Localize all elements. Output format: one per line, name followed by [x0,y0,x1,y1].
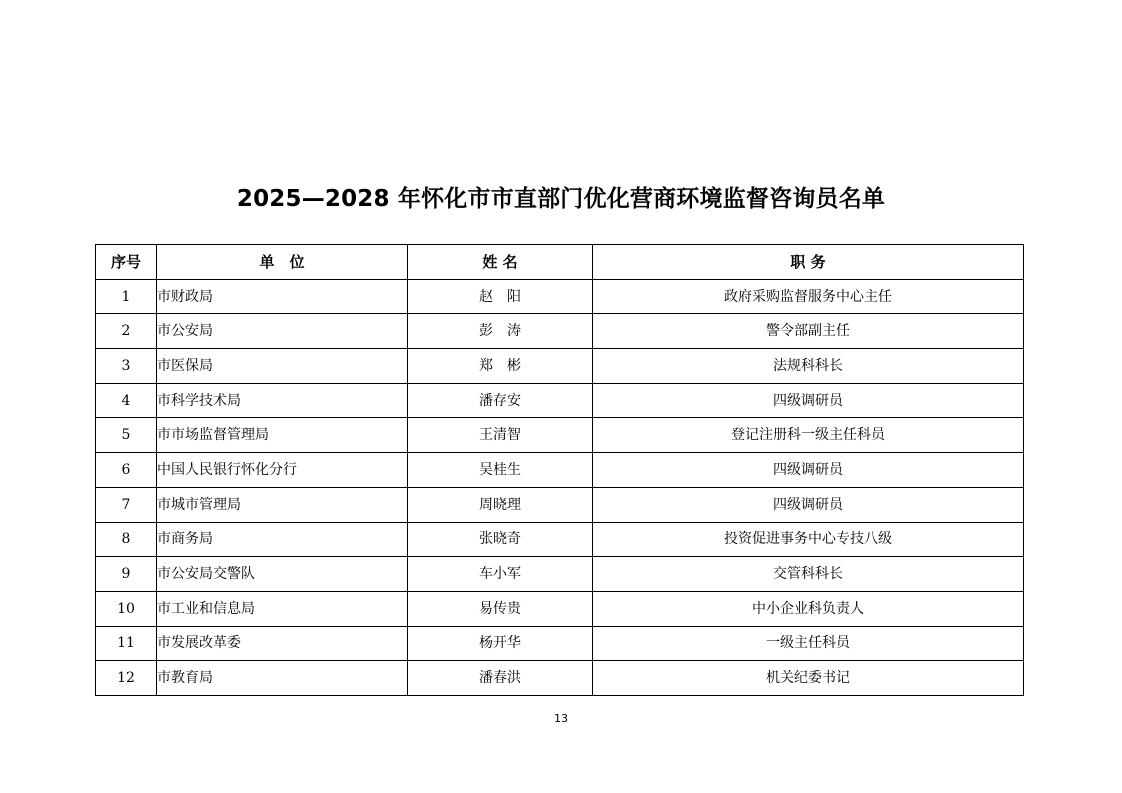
cell-position: 一级主任科员 [593,626,1024,661]
table-row [96,661,1024,696]
cell-unit: 市科学技术局 [157,383,408,418]
cell-position: 四级调研员 [593,487,1024,522]
cell-position: 交管科科长 [593,557,1024,592]
cell-name: 赵 阳 [408,279,593,314]
cell-name: 车小军 [408,557,593,592]
cell-name: 吴桂生 [408,453,593,488]
cell-name: 郑 彬 [408,349,593,384]
cell-position: 中小企业科负责人 [593,591,1024,626]
cell-unit: 市财政局 [157,279,408,314]
cell-position: 四级调研员 [593,383,1024,418]
cell-unit: 市公安局交警队 [157,557,408,592]
cell-position: 警令部副主任 [593,314,1024,349]
page-number: 13 [554,712,568,725]
cell-position: 登记注册科一级主任科员 [593,418,1024,453]
table-row [96,626,1024,661]
cell-seq: 9 [96,557,157,592]
cell-seq: 6 [96,453,157,488]
cell-unit: 市发展改革委 [157,626,408,661]
table-row [96,349,1024,384]
cell-unit: 市教育局 [157,661,408,696]
cell-seq: 4 [96,383,157,418]
cell-name: 潘存安 [408,383,593,418]
cell-unit: 市城市管理局 [157,487,408,522]
cell-unit: 市商务局 [157,522,408,557]
cell-unit: 中国人民银行怀化分行 [157,453,408,488]
cell-unit: 市医保局 [157,349,408,384]
cell-name: 易传贵 [408,591,593,626]
cell-seq: 8 [96,522,157,557]
cell-position: 法规科科长 [593,349,1024,384]
consultant-table [95,244,1024,696]
cell-name: 周晓理 [408,487,593,522]
cell-seq: 2 [96,314,157,349]
cell-seq: 10 [96,591,157,626]
table-row [96,314,1024,349]
header-name: 姓 名 [408,245,593,280]
cell-position: 四级调研员 [593,453,1024,488]
cell-seq: 5 [96,418,157,453]
header-position: 职 务 [593,245,1024,280]
cell-name: 王清智 [408,418,593,453]
cell-unit: 市市场监督管理局 [157,418,408,453]
header-unit: 单 位 [157,245,408,280]
cell-seq: 3 [96,349,157,384]
cell-name: 张晓奇 [408,522,593,557]
cell-seq: 11 [96,626,157,661]
cell-seq: 7 [96,487,157,522]
table-row [96,279,1024,314]
document-title: 2025—2028 年怀化市市直部门优化营商环境监督咨询员名单 [236,186,886,212]
cell-seq: 1 [96,279,157,314]
table-row [96,557,1024,592]
cell-unit: 市工业和信息局 [157,591,408,626]
cell-seq: 12 [96,661,157,696]
table-row [96,522,1024,557]
header-seq: 序号 [96,245,157,280]
cell-name: 潘春洪 [408,661,593,696]
cell-name: 彭 涛 [408,314,593,349]
table-row [96,487,1024,522]
cell-name: 杨开华 [408,626,593,661]
cell-position: 机关纪委书记 [593,661,1024,696]
cell-position: 投资促进事务中心专技八级 [593,522,1024,557]
table-row [96,591,1024,626]
table-header-row [96,245,1024,280]
table-row [96,418,1024,453]
cell-unit: 市公安局 [157,314,408,349]
table-row [96,383,1024,418]
table-row [96,453,1024,488]
cell-position: 政府采购监督服务中心主任 [593,279,1024,314]
